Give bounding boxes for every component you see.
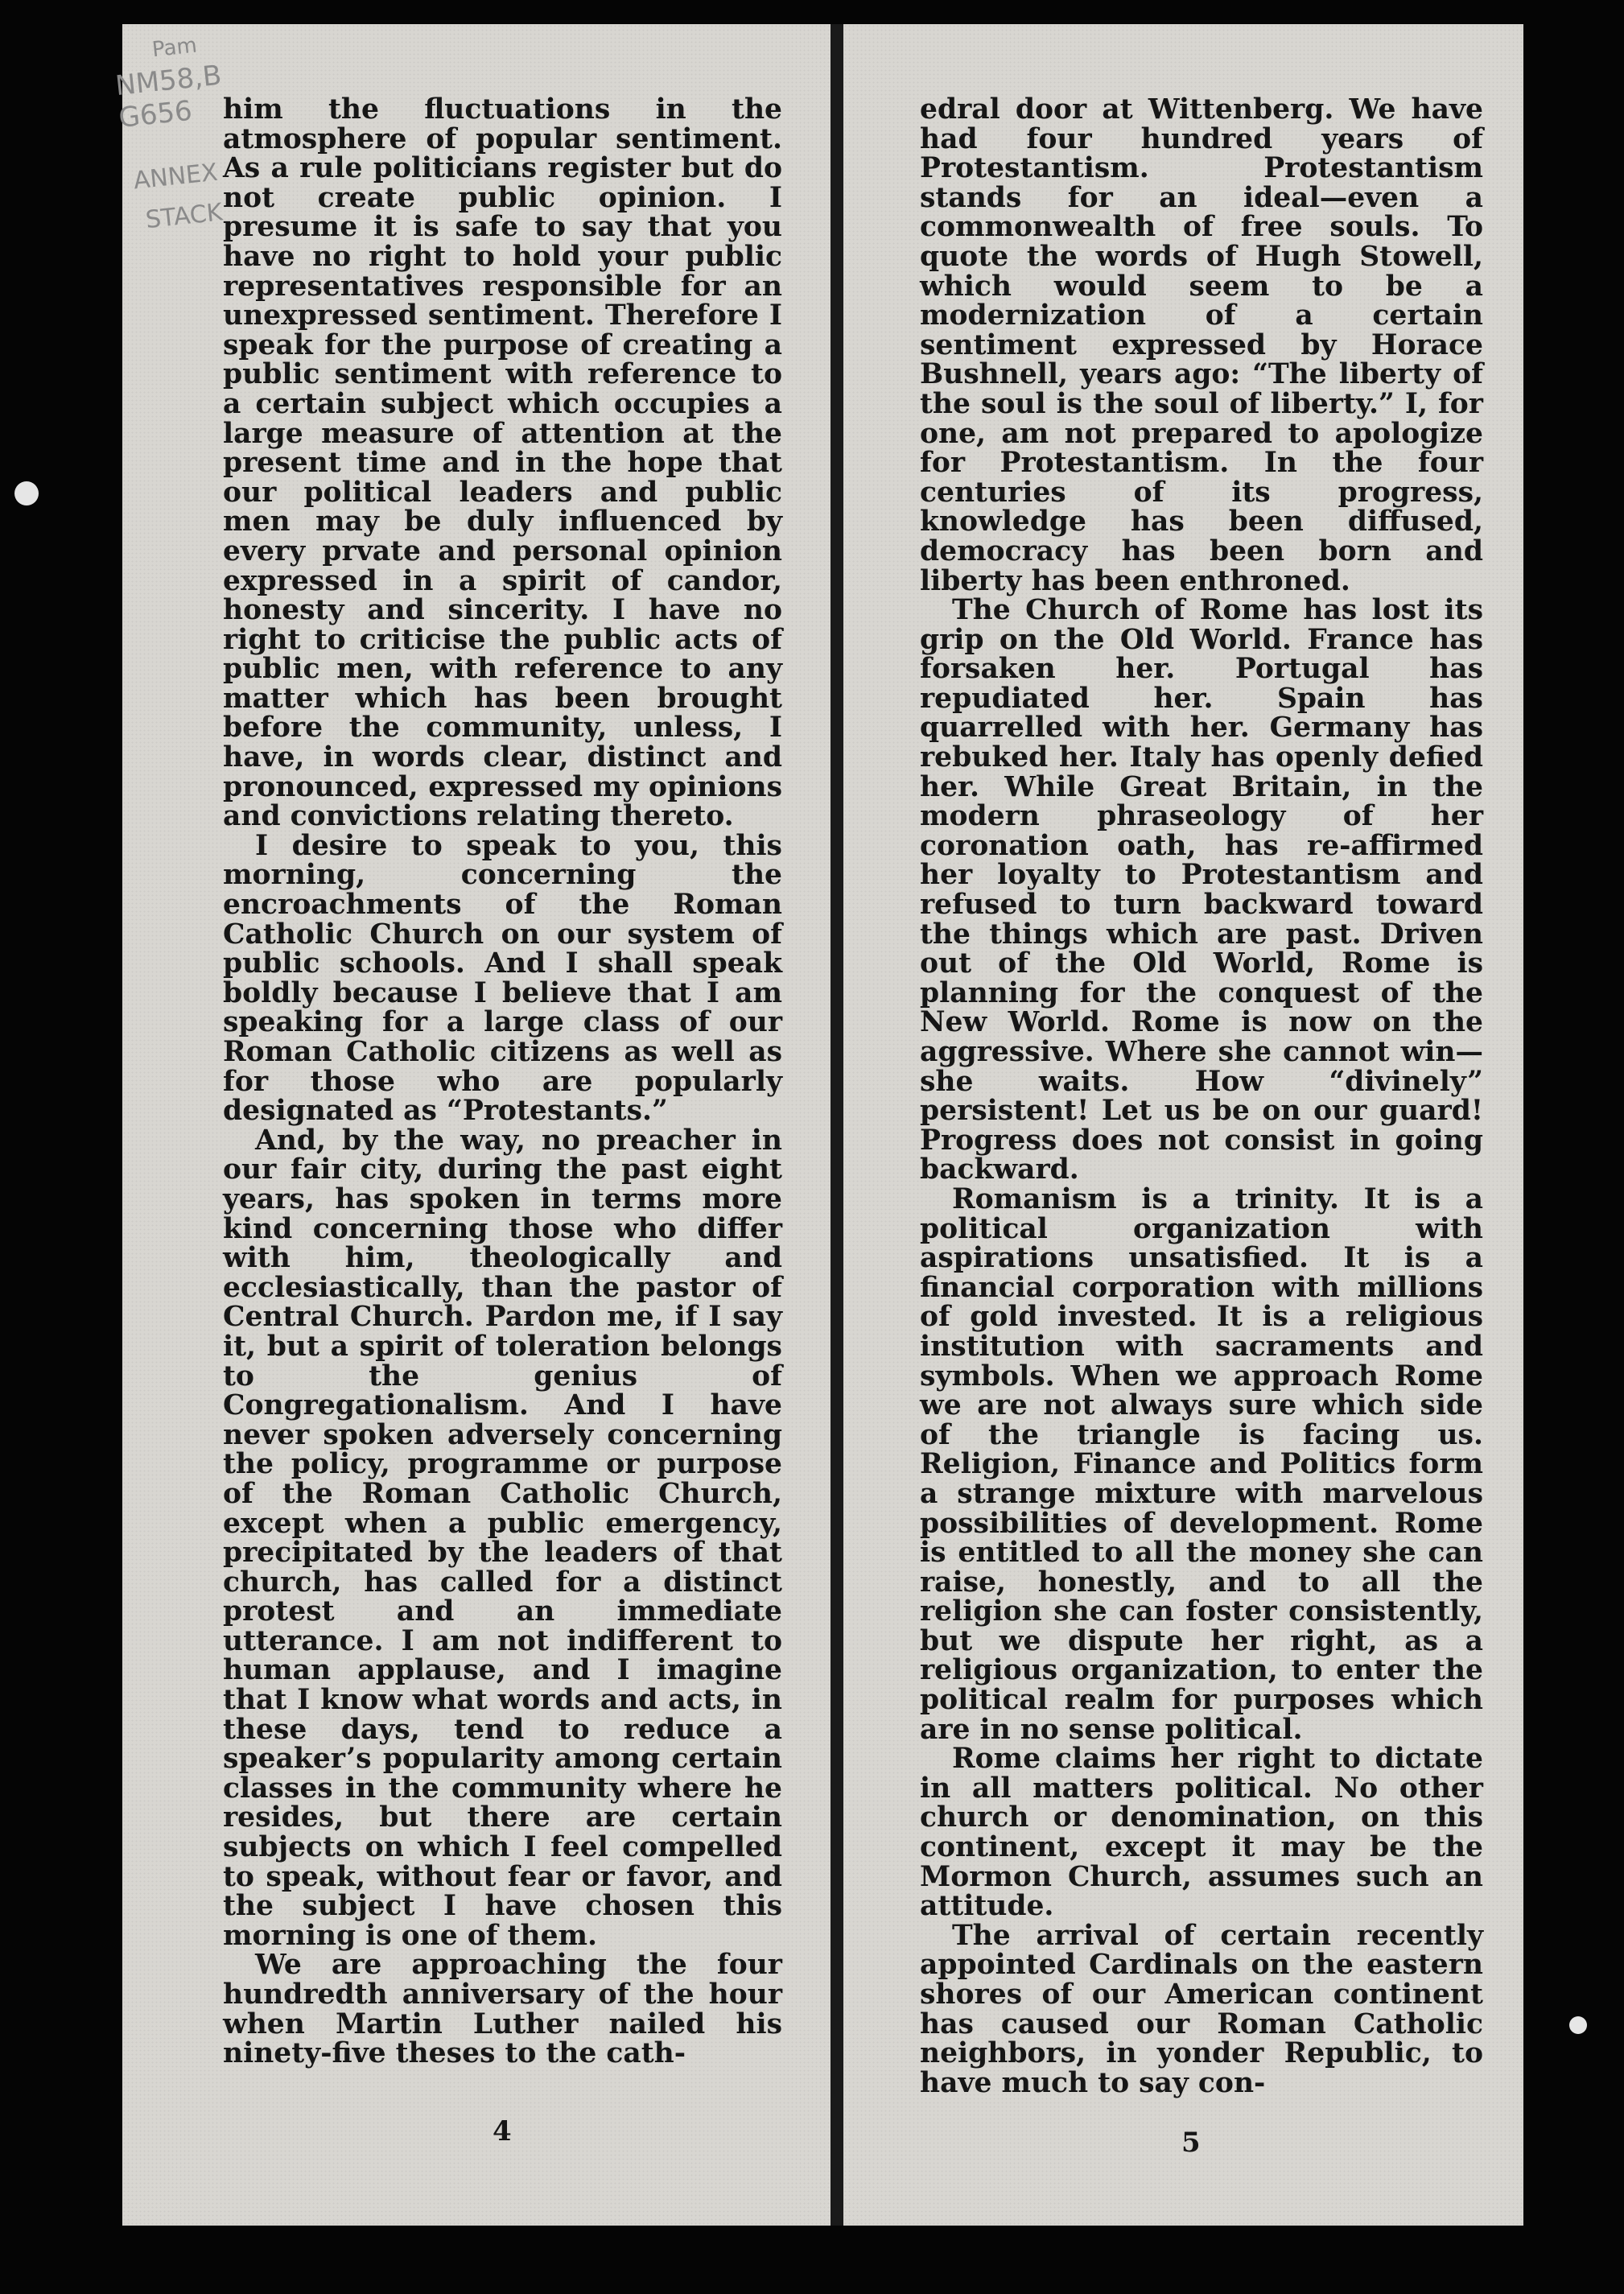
call-number-line: ANNEX bbox=[132, 158, 220, 196]
right-text-column bbox=[920, 95, 1483, 2098]
paragraph: The Church of Rome has lost its grip on the Old World. France has forsaken her. Portugal has repudiated her. Spain has quarrelled with her. Germany has rebuked her. Italy has openly defied her. While Great Britain, in the modern phraseology of her coronation oath, has re-affirmed her loyalty to Protestantism and refused to turn backward toward the things which are past. Driven out of the Old World, Rome is planning for the conquest of the New World. Rome is now on the aggressive. Where she cannot win—she waits. How “divinely” persistent! Let us be on our guard! Progress does not consist in going backward. bbox=[920, 594, 1483, 1186]
right-page bbox=[843, 24, 1523, 2226]
paragraph: And, by the way, no preacher in our fair city, during the past eight years, has spoken in terms more kind concerning those who differ with him, theologically and ecclesiastically, than the pastor of Central Church. Pardon me, if I say it, but a spirit of toleration belongs to the genius of Congregationalism. And I have never spoken adversely concerning the policy, programme or purpose of the Roman Catholic Church, except when a public emergency, precipitated by the leaders of that church, has called for a distinct protest and an immediate utterance. I am not indifferent to human applause, and I imagine that I know what words and acts, in these days, tend to reduce a speaker’s popularity among certain classes in the community where he resides, but there are certain subjects on which I feel compelled to speak, without fear or favor, and the subject I have chosen this morning is one of them. bbox=[223, 1124, 782, 1952]
paragraph: edral door at Wittenberg. We have had four hundred years of Protestantism. Protestantism stands for an ideal—even a commonwealth of free souls. To quote the words of Hugh Stowell, which would seem to be a modernization of a certain sentiment expressed by Horace Bushnell, years ago: “The liberty of the soul is the soul of liberty.” I, for one, am not prepared to apologize for Protestantism. In the four centuries of its progress, knowledge has been diffused, democracy has been born and liberty has been enthroned. bbox=[920, 93, 1483, 597]
call-number-line: NM58,B bbox=[113, 59, 224, 103]
page-number: 5 bbox=[1181, 2127, 1201, 2159]
call-number-line: G656 bbox=[117, 94, 194, 134]
scan-speck bbox=[1569, 2016, 1587, 2034]
book-gutter bbox=[831, 24, 843, 2226]
scan-speck bbox=[14, 481, 39, 505]
call-number-line: Pam bbox=[150, 33, 199, 63]
paragraph: him the fluctuations in the atmosphere of popular sentiment. As a rule politicians register but do not create public opinion. I presume it is safe to say that you have no right to hold your public representatives responsible for an unexpressed sentiment. Therefore I speak for the purpose of creating a public sentiment with reference to a certain subject which occupies a large measure of attention at the present time and in the hope that our political leaders and public men may be duly influenced by every prvate and personal opinion expressed in a spirit of candor, honesty and sincerity. I have no right to criticise the public acts of public men, with reference to any matter which has been brought before the community, unless, I have, in words clear, distinct and pronounced, expressed my opinions and convictions relating thereto. bbox=[223, 93, 782, 833]
paragraph: Romanism is a trinity. It is a political organization with aspirations unsatisfied. It is a financial corporation with millions of gold invested. It is a religious institution with sacraments and symbols. When we approach Rome we are not always sure which side of the triangle is facing us. Religion, Finance and Politics form a strange mixture with marvelous possibilities of development. Rome is entitled to all the money she can raise, honestly, and to all the religion she can foster consistently, but we dispute her right, as a religious organization, to enter the political realm for purposes which are in no sense political. bbox=[920, 1182, 1483, 1746]
left-page bbox=[122, 24, 831, 2226]
library-call-number bbox=[110, 27, 237, 238]
page-number: 4 bbox=[493, 2115, 512, 2148]
paragraph: Rome claims her right to dictate in all matters political. No other church or denomination, on this continent, except it may be the Mormon Church, assumes such an attitude. bbox=[920, 1743, 1483, 1923]
left-text-column bbox=[223, 95, 782, 2069]
call-number-line: STACK bbox=[144, 198, 225, 235]
paragraph: I desire to speak to you, this morning, concerning the encroachments of the Roman Catholic Church on our system of public schools. And I shall speak boldly because I believe that I am speaking for a large class of our Roman Catholic citizens as well as for those who are popularly designated as “Protestants.” bbox=[223, 829, 782, 1128]
paragraph: We are approaching the four hundredth anniversary of the hour when Martin Luther nailed his ninety-five theses to the cath- bbox=[223, 1949, 782, 2070]
paragraph: The arrival of certain recently appointed Cardinals on the eastern shores of our American continent has caused our Roman Catholic neighbors, in yonder Republic, to have much to say con- bbox=[920, 1919, 1483, 2099]
